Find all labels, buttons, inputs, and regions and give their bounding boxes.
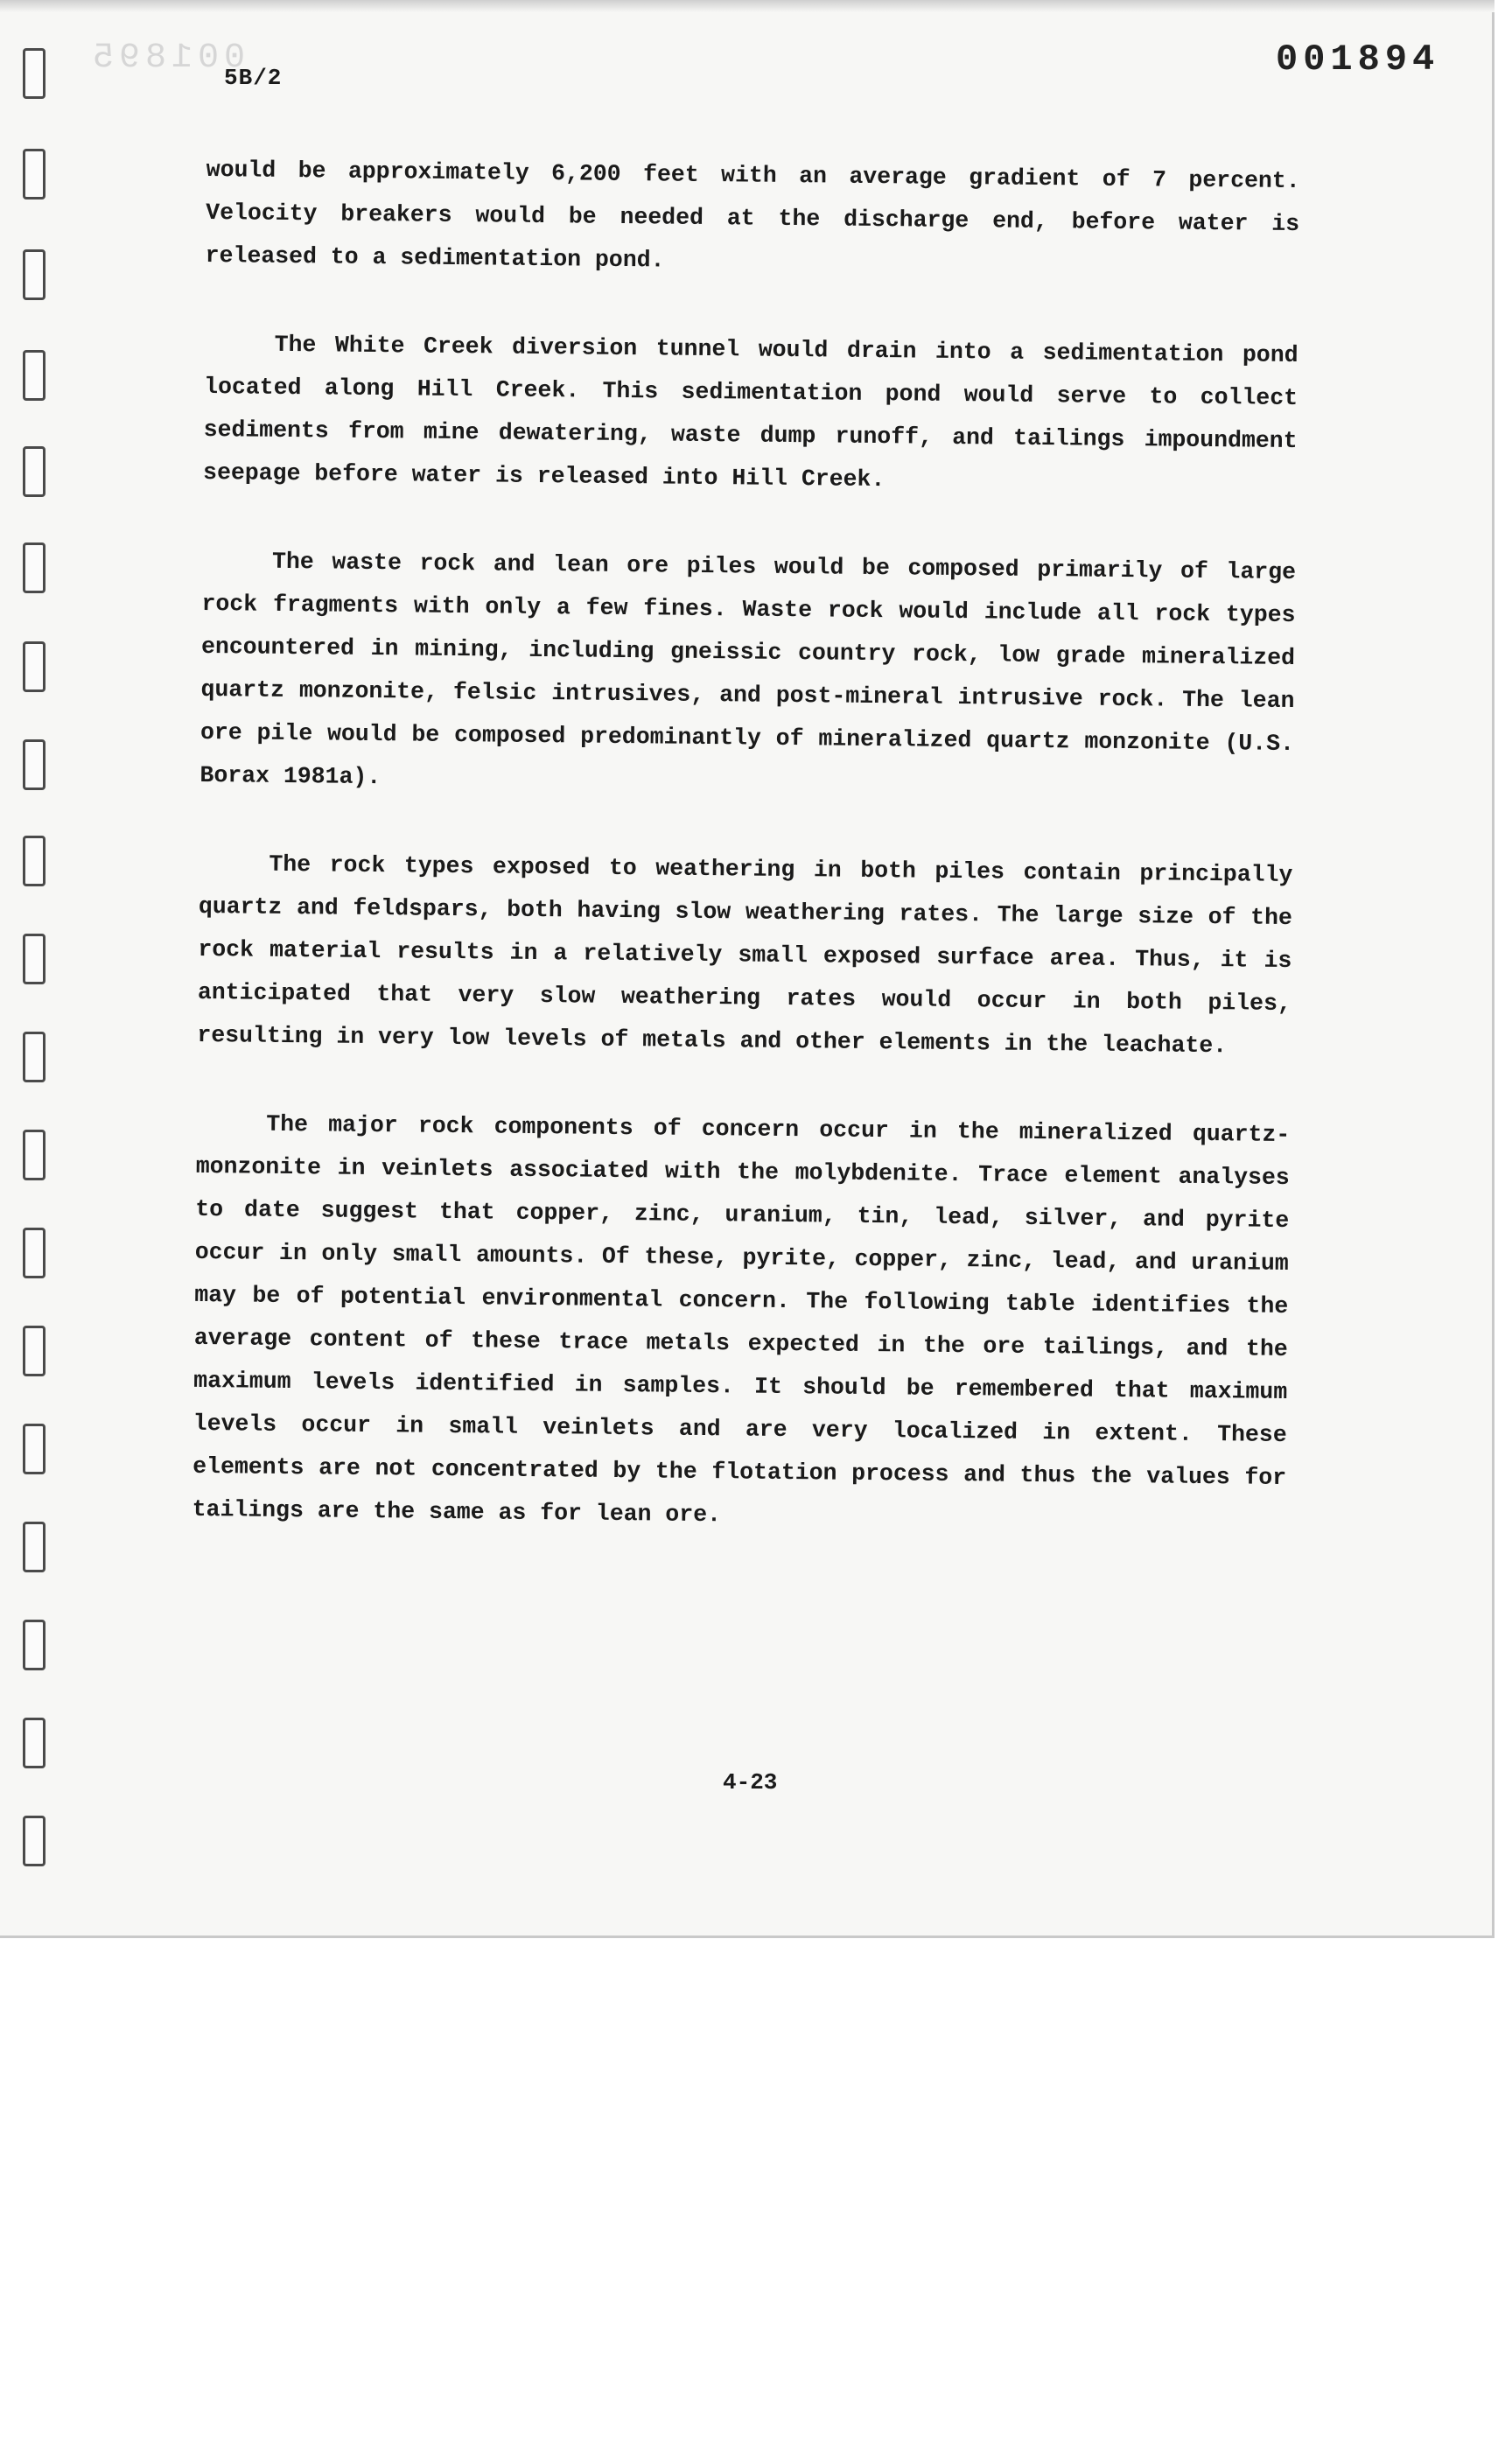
perforation-hole-icon <box>23 48 46 99</box>
paragraph: The rock types exposed to weathering in both piles contain principally quartz and feldspars, both having slow weathering rates. The large size of the rock material results in a relatively small exposed surface area. Thus, it is anticipated that very slow weathering rates would occur in both piles, resulting in very low levels of metals and other elements in the leachate. <box>197 850 1293 1060</box>
perforation-hole-icon <box>23 1130 46 1180</box>
perforation-hole-icon <box>23 542 46 593</box>
bleed-through-number: 001895 <box>88 38 246 78</box>
perforation-hole-icon <box>23 836 46 886</box>
perforation-hole-icon <box>23 249 46 300</box>
paragraph: would be approximately 6,200 feet with an average gradient of 7 percent. Velocity breakers would be needed at the discharge end, before water is released to a sedimentation pond. <box>205 156 1300 274</box>
body-text <box>192 149 1300 1588</box>
perforation-hole-icon <box>23 1228 46 1278</box>
perforation-hole-icon <box>23 350 46 401</box>
paragraph: The major rock components of concern occur in the mineralized quartz-monzonite in veinlets associated with the molybdenite. Trace element analyses to date suggest that copper, zinc, uranium, tin, lead, silver, and pyrite occur in only small amounts. Of these, pyrite, copper, zinc, lead, and uranium may be of potential environmental concern. The following table identifies the average content of these trace metals expected in the ore tailings, and the maximum levels identified in samples. It should be remembered that maximum levels occur in small veinlets and are very localized in extent. These elements are not concentrated by the flotation process and thus the values for tailings are the same as for lean ore. <box>192 1110 1291 1529</box>
section-label: 5B/2 <box>224 65 283 91</box>
perforation-hole-icon <box>23 446 46 497</box>
perforation-hole-icon <box>23 739 46 790</box>
document-number: 001894 <box>1276 38 1440 80</box>
perforation-hole-icon <box>23 641 46 692</box>
perforation-hole-icon <box>23 1718 46 1768</box>
perforation-hole-icon <box>23 1522 46 1572</box>
perforation-hole-icon <box>23 1326 46 1376</box>
page-number: 4-23 <box>723 1769 778 1796</box>
perforation-hole-icon <box>23 1620 46 1670</box>
perforation-hole-icon <box>23 1424 46 1474</box>
perforation-hole-icon <box>23 1816 46 1866</box>
perforation-hole-icon <box>23 934 46 984</box>
scan-edge <box>0 0 1494 12</box>
perforation-strip <box>23 48 58 1877</box>
paragraph: The waste rock and lean ore piles would be composed primarily of large rock fragments with only a few fines. Waste rock would include all rock types encountered in mining, including gneissic country rock, low grade mineralized quartz monzonite, felsic intrusives, and post-mineral intrusive rock. The lean ore pile would be composed predominantly of mineralized quartz monzonite (U.S. Borax 1981a). <box>200 548 1297 791</box>
paragraph: The White Creek diversion tunnel would drain into a sedimentation pond located along Hill Creek. This sedimentation pond would serve to collect sediments from mine dewatering, waste dump runoff, and tailings impoundment seepage before water is released into Hill Creek. <box>202 331 1298 494</box>
perforation-hole-icon <box>23 149 46 200</box>
perforation-hole-icon <box>23 1032 46 1082</box>
